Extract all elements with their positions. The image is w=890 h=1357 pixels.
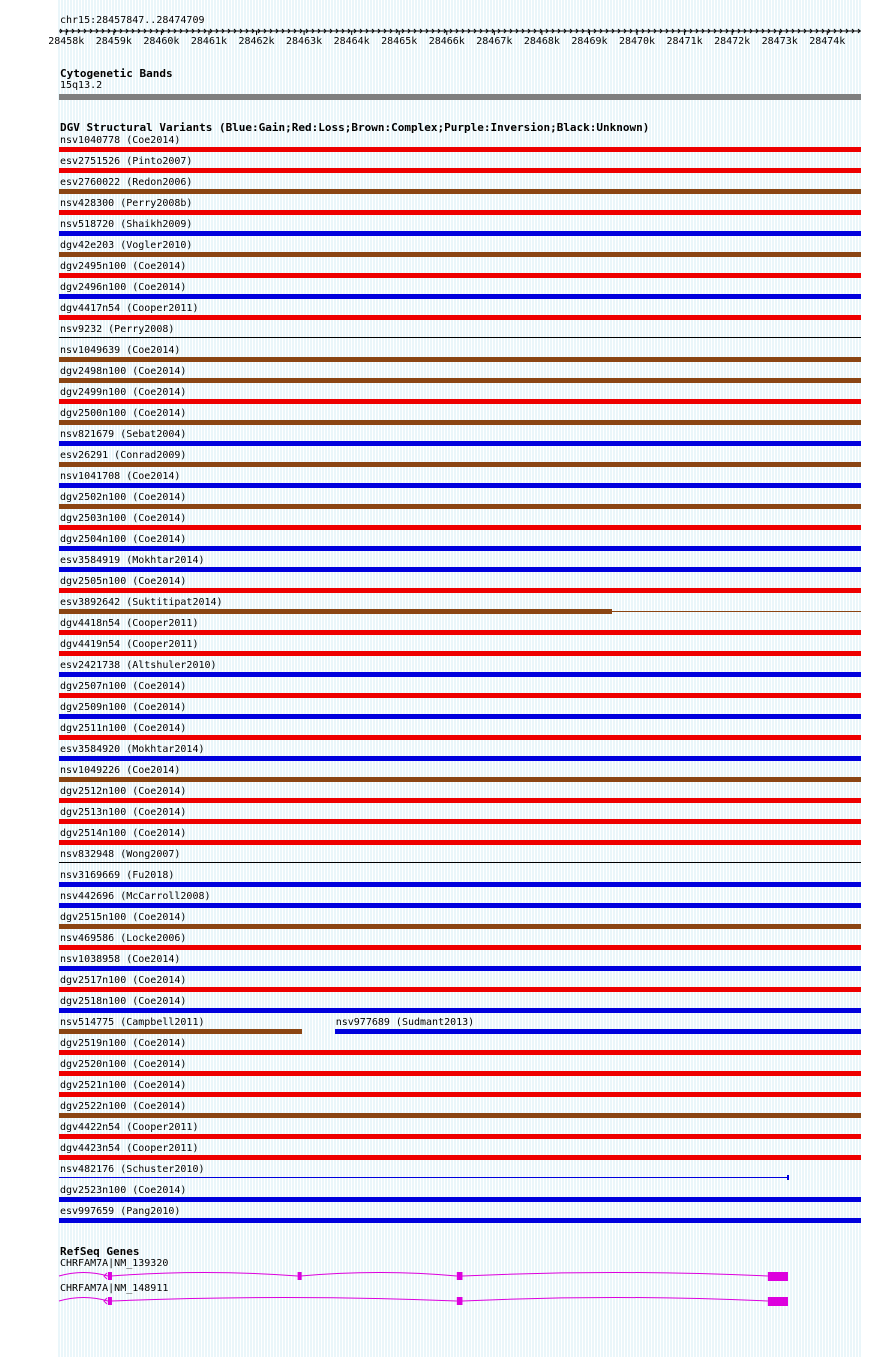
variant-bar[interactable] bbox=[59, 756, 861, 761]
variant-label[interactable]: dgv2498n100 (Coe2014) bbox=[60, 366, 187, 377]
ruler-tick-label: 28458k bbox=[48, 36, 85, 47]
variant-bar[interactable] bbox=[59, 189, 861, 194]
variant-label[interactable]: esv2421738 (Altshuler2010) bbox=[60, 660, 217, 671]
variant-line[interactable] bbox=[59, 1177, 788, 1178]
ruler-tick-label: 28471k bbox=[666, 36, 703, 47]
variant-label[interactable]: dgv2503n100 (Coe2014) bbox=[60, 513, 187, 524]
variant-label[interactable]: dgv2519n100 (Coe2014) bbox=[60, 1038, 187, 1049]
variant-line[interactable] bbox=[612, 611, 861, 612]
ruler-tick-label: 28466k bbox=[428, 36, 465, 47]
variant-bar[interactable] bbox=[59, 504, 861, 509]
gene-exon bbox=[108, 1297, 112, 1305]
variant-label[interactable]: nsv482176 (Schuster2010) bbox=[60, 1164, 205, 1175]
ruler-tick-label: 28468k bbox=[523, 36, 560, 47]
variant-bar[interactable] bbox=[59, 546, 861, 551]
variant-bar[interactable] bbox=[59, 651, 861, 656]
variant-bar[interactable] bbox=[59, 840, 861, 845]
variant-label[interactable]: dgv2507n100 (Coe2014) bbox=[60, 681, 187, 692]
variant-label[interactable]: dgv4423n54 (Cooper2011) bbox=[60, 1143, 199, 1154]
variant-label[interactable]: dgv4418n54 (Cooper2011) bbox=[60, 618, 199, 629]
variant-bar[interactable] bbox=[59, 252, 861, 257]
gene-model[interactable] bbox=[0, 1268, 890, 1284]
variant-label[interactable]: dgv4419n54 (Cooper2011) bbox=[60, 639, 199, 650]
variant-label[interactable]: dgv2514n100 (Coe2014) bbox=[60, 828, 187, 839]
variant-label[interactable]: dgv2505n100 (Coe2014) bbox=[60, 576, 187, 587]
variant-label[interactable]: dgv2504n100 (Coe2014) bbox=[60, 534, 187, 545]
variant-label[interactable]: dgv2513n100 (Coe2014) bbox=[60, 807, 187, 818]
variant-label[interactable]: dgv2517n100 (Coe2014) bbox=[60, 975, 187, 986]
variant-bar[interactable] bbox=[59, 378, 861, 383]
ruler-tick-label: 28459k bbox=[95, 36, 132, 47]
variant-label[interactable]: dgv2509n100 (Coe2014) bbox=[60, 702, 187, 713]
variant-bar[interactable] bbox=[59, 693, 861, 698]
ruler-tick-label: 28470k bbox=[618, 36, 656, 47]
gene-exon bbox=[457, 1297, 463, 1305]
variant-bar[interactable] bbox=[59, 777, 861, 782]
variant-bar[interactable] bbox=[59, 714, 861, 719]
gene-exon bbox=[457, 1272, 463, 1280]
variant-label[interactable]: nsv977689 (Sudmant2013) bbox=[335, 1017, 475, 1028]
variant-bar[interactable] bbox=[59, 147, 861, 152]
variant-bar[interactable] bbox=[59, 903, 861, 908]
ruler-tick-label: 28462k bbox=[238, 36, 275, 47]
ruler-tick-label: 28474k bbox=[809, 36, 846, 47]
variant-bar[interactable] bbox=[59, 882, 861, 887]
variant-bar[interactable] bbox=[59, 1092, 861, 1097]
gene-label[interactable]: CHRFAM7A|NM_148911 bbox=[60, 1283, 169, 1294]
variant-bar[interactable] bbox=[59, 210, 861, 215]
variant-bar[interactable] bbox=[59, 273, 861, 278]
variant-label[interactable]: esv2760022 (Redon2006) bbox=[60, 177, 193, 188]
gene-model[interactable] bbox=[0, 1293, 890, 1309]
variant-label[interactable]: dgv2520n100 (Coe2014) bbox=[60, 1059, 187, 1070]
cytoband-bar[interactable] bbox=[59, 94, 861, 100]
variant-bar[interactable] bbox=[59, 1071, 861, 1076]
variant-label[interactable]: nsv442696 (McCarroll2008) bbox=[60, 891, 211, 902]
variant-bar[interactable] bbox=[59, 609, 612, 614]
variant-label[interactable]: esv3892642 (Suktitipat2014) bbox=[60, 597, 223, 608]
variant-label[interactable]: dgv2499n100 (Coe2014) bbox=[60, 387, 187, 398]
variant-label[interactable]: dgv2512n100 (Coe2014) bbox=[60, 786, 187, 797]
gene-exon bbox=[768, 1297, 788, 1306]
ruler-tick-label: 28461k bbox=[190, 36, 228, 47]
variant-bar[interactable] bbox=[59, 231, 861, 236]
variant-label[interactable]: dgv2495n100 (Coe2014) bbox=[60, 261, 187, 272]
variant-label[interactable]: esv3584920 (Mokhtar2014) bbox=[60, 744, 205, 755]
variant-bar[interactable] bbox=[59, 294, 861, 299]
variant-label[interactable]: nsv518720 (Shaikh2009) bbox=[60, 219, 193, 230]
ruler-tick-label: 28460k bbox=[143, 36, 180, 47]
ruler-tick-label: 28465k bbox=[381, 36, 418, 47]
variant-bar[interactable] bbox=[59, 987, 861, 992]
variant-label[interactable]: nsv469586 (Locke2006) bbox=[60, 933, 187, 944]
variant-bar[interactable] bbox=[59, 630, 861, 635]
variant-label[interactable]: dgv4417n54 (Cooper2011) bbox=[60, 303, 199, 314]
gene-intron bbox=[59, 1273, 108, 1277]
ruler-tick-label: 28473k bbox=[761, 36, 798, 47]
variant-label[interactable]: esv3584919 (Mokhtar2014) bbox=[60, 555, 205, 566]
variant-bar[interactable] bbox=[59, 168, 861, 173]
gene-label[interactable]: CHRFAM7A|NM_139320 bbox=[60, 1258, 169, 1269]
gene-exon bbox=[298, 1272, 302, 1280]
variant-bar[interactable] bbox=[59, 945, 861, 950]
variant-label[interactable]: nsv832948 (Wong2007) bbox=[60, 849, 181, 860]
region-label: chr15:28457847..28474709 bbox=[60, 15, 205, 26]
variant-label[interactable]: dgv2500n100 (Coe2014) bbox=[60, 408, 187, 419]
variant-bar[interactable] bbox=[59, 1113, 861, 1118]
variant-bar[interactable] bbox=[59, 483, 861, 488]
variant-label[interactable]: dgv42e203 (Vogler2010) bbox=[60, 240, 193, 251]
variant-label[interactable]: dgv2518n100 (Coe2014) bbox=[60, 996, 187, 1007]
variant-bar[interactable] bbox=[59, 441, 861, 446]
ruler-tick-label: 28469k bbox=[571, 36, 608, 47]
variant-label[interactable]: nsv428300 (Perry2008b) bbox=[60, 198, 193, 209]
variant-label[interactable]: esv2751526 (Pinto2007) bbox=[60, 156, 193, 167]
variant-bar[interactable] bbox=[59, 819, 861, 824]
gene-intron bbox=[462, 1298, 767, 1302]
gene-exon bbox=[768, 1272, 788, 1281]
variant-line[interactable] bbox=[59, 862, 861, 863]
gene-intron bbox=[111, 1273, 298, 1277]
variant-label[interactable]: dgv2502n100 (Coe2014) bbox=[60, 492, 187, 503]
variant-label[interactable]: nsv3169669 (Fu2018) bbox=[60, 870, 175, 881]
ruler-tick-label: 28467k bbox=[476, 36, 513, 47]
variant-bar[interactable] bbox=[59, 672, 861, 677]
cytoband-track-title: Cytogenetic Bands bbox=[60, 67, 173, 80]
dgv-track-title: DGV Structural Variants (Blue:Gain;Red:Loss;Brown:Complex;Purple:Inversion;Black:Unknown) bbox=[60, 121, 650, 134]
variant-label[interactable]: nsv1049226 (Coe2014) bbox=[60, 765, 181, 776]
variant-label[interactable]: nsv514775 (Campbell2011) bbox=[60, 1017, 205, 1028]
variant-end-cap bbox=[787, 1175, 789, 1180]
variant-bar[interactable] bbox=[59, 1134, 861, 1139]
refseq-track-title: RefSeq Genes bbox=[60, 1245, 140, 1258]
variant-label[interactable]: nsv1038958 (Coe2014) bbox=[60, 954, 181, 965]
variant-label[interactable]: nsv9232 (Perry2008) bbox=[60, 324, 175, 335]
ruler-tick-label: 28463k bbox=[286, 36, 323, 47]
variant-bar[interactable] bbox=[59, 1029, 302, 1034]
variant-bar[interactable] bbox=[59, 1155, 861, 1160]
variant-bar[interactable] bbox=[59, 966, 861, 971]
variant-bar[interactable] bbox=[59, 924, 861, 929]
gene-intron bbox=[111, 1298, 457, 1302]
gene-intron bbox=[301, 1273, 457, 1277]
gene-intron bbox=[59, 1298, 108, 1302]
variant-label[interactable]: nsv821679 (Sebat2004) bbox=[60, 429, 187, 440]
variant-bar[interactable] bbox=[59, 399, 861, 404]
ruler-tick-label: 28472k bbox=[714, 36, 751, 47]
variant-label[interactable]: dgv2521n100 (Coe2014) bbox=[60, 1080, 187, 1091]
variant-label[interactable]: dgv2522n100 (Coe2014) bbox=[60, 1101, 187, 1112]
variant-bar[interactable] bbox=[59, 567, 861, 572]
variant-bar[interactable] bbox=[59, 525, 861, 530]
variant-label[interactable]: dgv2515n100 (Coe2014) bbox=[60, 912, 187, 923]
variant-bar[interactable] bbox=[59, 420, 861, 425]
variant-bar[interactable] bbox=[59, 1218, 861, 1223]
variant-label[interactable]: dgv2523n100 (Coe2014) bbox=[60, 1185, 187, 1196]
variant-bar[interactable] bbox=[59, 588, 861, 593]
variant-label[interactable]: nsv1041708 (Coe2014) bbox=[60, 471, 181, 482]
variant-bar[interactable] bbox=[59, 1050, 861, 1055]
variant-label[interactable]: dgv4422n54 (Cooper2011) bbox=[60, 1122, 199, 1133]
variant-bar[interactable] bbox=[59, 462, 861, 467]
ruler-tick-label: 28464k bbox=[333, 36, 370, 47]
cytoband-label: 15q13.2 bbox=[60, 80, 103, 91]
variant-label[interactable]: nsv1040778 (Coe2014) bbox=[60, 135, 181, 146]
variant-bar[interactable] bbox=[59, 1008, 861, 1013]
variant-bar[interactable] bbox=[59, 315, 861, 320]
variant-bar[interactable] bbox=[59, 357, 861, 362]
variant-label[interactable]: dgv2511n100 (Coe2014) bbox=[60, 723, 187, 734]
variant-label[interactable]: esv26291 (Conrad2009) bbox=[60, 450, 187, 461]
gene-exon bbox=[108, 1272, 112, 1280]
variant-label[interactable]: esv997659 (Pang2010) bbox=[60, 1206, 181, 1217]
variant-bar[interactable] bbox=[335, 1029, 861, 1034]
variant-bar[interactable] bbox=[59, 798, 861, 803]
gene-intron bbox=[462, 1273, 767, 1277]
variant-label[interactable]: dgv2496n100 (Coe2014) bbox=[60, 282, 187, 293]
variant-line[interactable] bbox=[59, 337, 861, 338]
variant-bar[interactable] bbox=[59, 1197, 861, 1202]
variant-label[interactable]: nsv1049639 (Coe2014) bbox=[60, 345, 181, 356]
variant-bar[interactable] bbox=[59, 735, 861, 740]
